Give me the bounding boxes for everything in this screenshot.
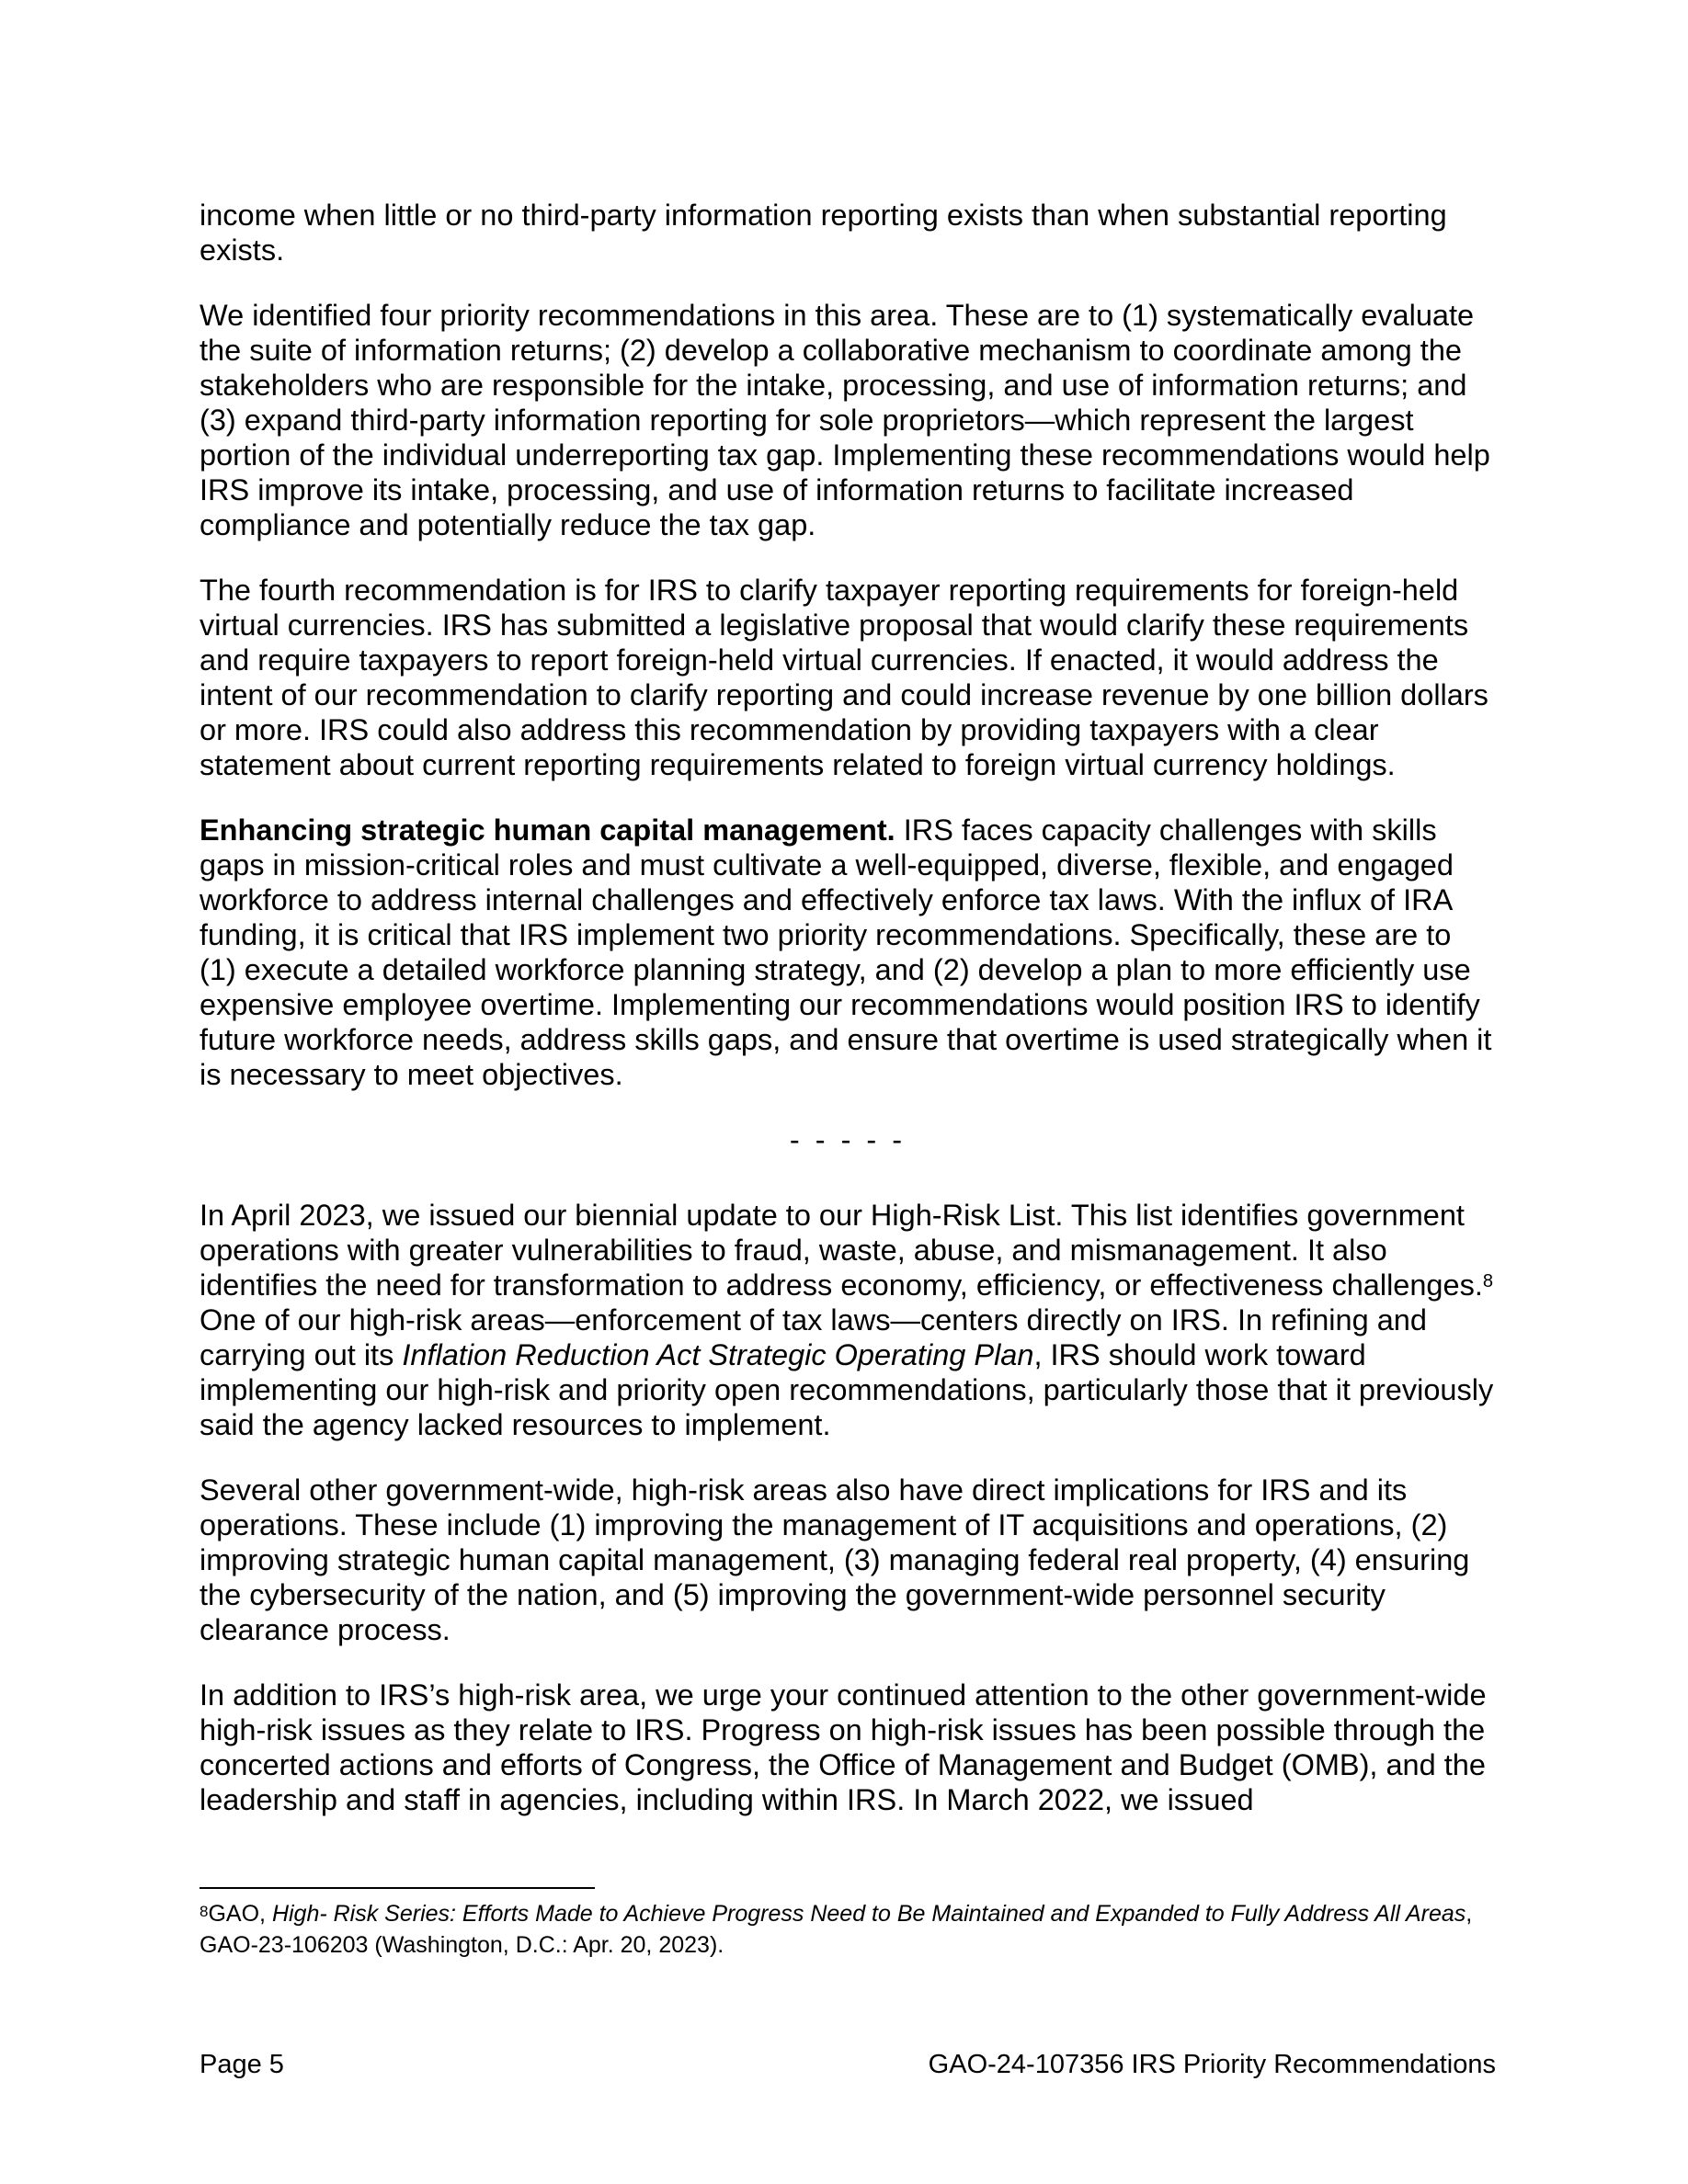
paragraph-government-wide-areas: Several other government-wide, high-risk areas also have direct implications for IRS and its operations. These include (1) improving the management of IT acquisitions and operations, (2) improving strategic human capital management, (3) managing federal real property, (4) ensuring the cybersecurity of the nation, and (5) improving the government-wide personnel security clearance process.: [200, 1473, 1470, 1646]
paragraph-income-reporting: income when little or no third-party information reporting exists than when substantial reporting exists.: [200, 199, 1447, 267]
section-separator: - - - - -: [789, 1123, 907, 1156]
human-capital-body: IRS faces capacity challenges with skills gaps in mission-critical roles and must cultivate a well-equipped, diverse, flexible, and engaged workforce to address internal challenges and effectively enforce tax laws. With the influx of IRA funding, it is critical that IRS implement two priority recommendations. Specifically, these are to (1) execute a detailed workforce planning strategy, and (2) develop a plan to more efficiently use expensive employee overtime. Implementing our recommendations would position IRS to identify future workforce needs, address skills gaps, and ensure that overtime is used strategically when it is necessary to meet objectives.: [200, 813, 1492, 1091]
high-risk-text-b: One of our high-risk areas—enforcement of tax laws—centers directly on IRS. In refining and carrying out its: [200, 1303, 1427, 1371]
paragraph-four-recommendations: We identified four priority recommendations in this area. These are to (1) systematically evaluate the suite of information returns; (2) develop a collaborative mechanism to coordinate among the stakeholders who are responsible for the intake, processing, and use of information returns; and (3) expand third-party information reporting for sole proprietors—which represent the largest portion of the individual underreporting tax gap. Implementing these recommendations would help IRS improve its intake, processing, and use of information returns to facilitate increased compliance and potentially reduce the tax gap.: [200, 299, 1490, 541]
footnote-number: 8: [200, 1903, 209, 1920]
page-number: Page 5: [200, 2050, 284, 2079]
footnote-divider: [200, 1887, 595, 1889]
document-body: [200, 198, 1496, 1848]
report-identifier: GAO-24-107356 IRS Priority Recommendations: [928, 2050, 1496, 2079]
footnote-reference[interactable]: 8: [1482, 1271, 1493, 1291]
high-risk-text-a: In April 2023, we issued our biennial update to our High-Risk List. This list identifies government operations with greater vulnerabilities to fraud, waste, abuse, and mismanagement. It also identifies the need for transformation to address economy, efficiency, or effectiveness challenges.: [200, 1199, 1483, 1302]
paragraph-high-risk-list: [200, 1198, 1496, 1442]
paragraph-fourth-recommendation: The fourth recommendation is for IRS to clarify taxpayer reporting requirements for foreign-held virtual currencies. IRS has submitted a legislative proposal that would clarify these requirements and require taxpayers to report foreign-held virtual currencies. If enacted, it would address the intent of our recommendation to clarify reporting and could increase revenue by one billion dollars or more. IRS could also address this recommendation by providing taxpayers with a clear statement about current reporting requirements related to foreign virtual currency holdings.: [200, 574, 1488, 781]
page-footer: [200, 2048, 1496, 2081]
section-heading-human-capital: Enhancing strategic human capital management.: [200, 813, 895, 847]
footnote-report-title: High- Risk Series: Efforts Made to Achieve Progress Need to Be Maintained and Expanded to Fully Address All Areas: [271, 1901, 1466, 1927]
footnote: [200, 1898, 1496, 1961]
footnote-citation: , GAO-23-106203 (Washington, D.C.: Apr. 20, 2023).: [200, 1901, 1473, 1958]
footnote-prefix: GAO,: [208, 1901, 272, 1927]
paragraph-continued-attention: In addition to IRS’s high-risk area, we urge your continued attention to the other government-wide high-risk issues as they relate to IRS. Progress on high-risk issues has been possible through the concerted actions and efforts of Congress, the Office of Management and Budget (OMB), and the leadership and staff in agencies, including within IRS. In March 2022, we issued: [200, 1678, 1487, 1816]
plan-title-italic: Inflation Reduction Act Strategic Operating Plan: [402, 1338, 1034, 1371]
paragraph-human-capital: [200, 813, 1496, 1092]
high-risk-text-c: , IRS should work toward implementing our high-risk and priority open recommendations, particularly those that it previously said the agency lacked resources to implement.: [200, 1338, 1494, 1441]
